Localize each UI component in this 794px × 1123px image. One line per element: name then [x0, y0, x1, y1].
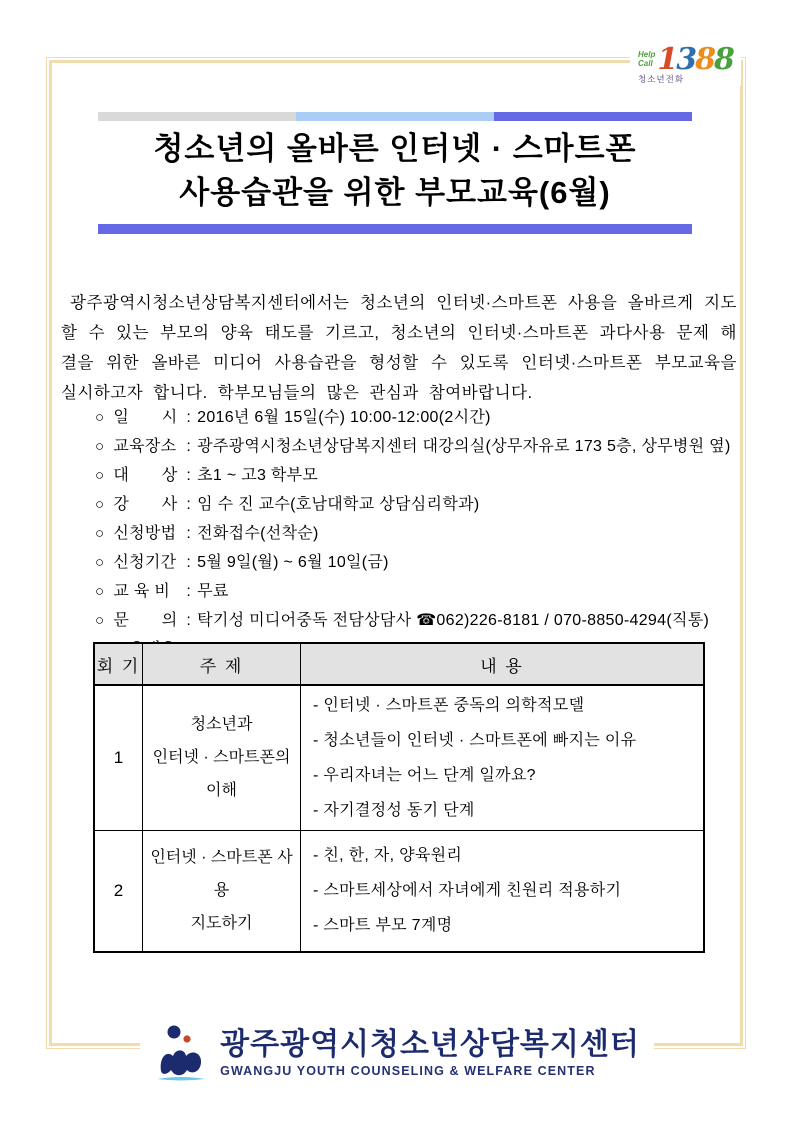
content-cell	[301, 830, 705, 952]
topic-line: 인터넷 · 스마트폰의	[152, 749, 291, 767]
circle-bullet: ○	[95, 525, 105, 542]
bar-segment-gray	[98, 112, 296, 121]
topic-line: 지도하기	[190, 915, 253, 933]
circle-bullet: ○	[95, 583, 105, 600]
logo-1388-caption: 청소년전화	[638, 74, 685, 84]
info-colon: :	[186, 583, 192, 600]
footer-texts	[220, 1028, 640, 1078]
session-cell: 2	[94, 830, 143, 952]
topic-cell	[143, 830, 301, 952]
info-item	[95, 577, 743, 606]
education-content-table	[93, 642, 705, 953]
intro-paragraph: 광주광역시청소년상담복지센터에서는 청소년의 인터넷·스마트폰 사용을 올바르게 지도할 수 있는 부모의 양육 태도를 기르고, 청소년의 인터넷·스마트폰 과다사용 문제 해결을 위한 올바른 미디어 사용습관을 형성할 수 있도록 인터넷·스마트폰 부모교육을 실시하고자 합니다. 학부모님들의 많은 관심과 참여바랍니다.	[61, 293, 737, 402]
logo-digit: 1	[657, 42, 677, 77]
content-line: - 자기결정성 동기 단계	[313, 801, 475, 819]
table-header-row	[94, 643, 704, 685]
info-value: 탁기성 미디어중독 전담상담사 ☎062)226-8181 / 070-8850-4294(직통)	[197, 612, 710, 629]
logo-1388-row	[638, 42, 733, 77]
table-head	[94, 643, 704, 685]
info-colon: :	[186, 438, 192, 455]
info-value: 5월 9일(월) ~ 6월 10일(금)	[197, 554, 389, 571]
bar-segment-lightblue	[296, 112, 494, 121]
info-item	[95, 403, 743, 432]
table-header-cell: 회 기	[94, 643, 143, 685]
table-body	[94, 685, 704, 952]
info-label: 교 육 비	[113, 583, 171, 600]
title-decoration-bar-top	[98, 112, 692, 121]
page-title-line1: 청소년의 올바른 인터넷 · 스마트폰	[153, 131, 637, 166]
circle-bullet: ○	[95, 496, 105, 513]
circle-bullet: ○	[95, 467, 105, 484]
info-item	[95, 606, 743, 635]
content-line: - 인터넷 · 스마트폰 중독의 의학적모델	[313, 696, 585, 714]
info-colon: :	[186, 467, 192, 484]
info-label: 강 사	[113, 496, 178, 513]
page-title-line2: 사용습관을 위한 부모교육(6월)	[179, 175, 611, 210]
info-label: 신청기간	[113, 554, 177, 571]
session-cell: 1	[94, 685, 143, 830]
info-colon: :	[186, 554, 192, 571]
info-item	[95, 461, 743, 490]
info-colon: :	[186, 612, 192, 629]
info-value: 2016년 6월 15일(수) 10:00-12:00(2시간)	[197, 409, 491, 426]
info-value: 초1 ~ 고3 학부모	[197, 467, 319, 484]
info-label: 신청방법	[113, 525, 177, 542]
logo-call-text: Call	[638, 59, 653, 68]
center-logo-mark-icon	[154, 1022, 208, 1084]
info-item	[95, 519, 743, 548]
table-row	[94, 830, 704, 952]
topic-cell	[143, 685, 301, 830]
title-decoration-bar-bottom	[98, 224, 692, 234]
info-label: 일 시	[113, 409, 178, 426]
youth-hotline-1388-logo	[630, 44, 741, 86]
organization-name-korean: 광주광역시청소년상담복지센터	[220, 1028, 640, 1061]
content-line: - 친, 한, 자, 양육원리	[313, 847, 463, 865]
info-item	[95, 548, 743, 577]
logo-1388-digits	[657, 42, 733, 77]
info-label: 대 상	[113, 467, 178, 484]
topic-line: 이해	[206, 782, 237, 800]
bar-segment-purple	[494, 112, 692, 121]
info-label: 문 의	[113, 612, 178, 629]
info-colon: :	[186, 496, 192, 513]
table-header-cell: 내 용	[301, 643, 705, 685]
info-value: 광주광역시청소년상담복지센터 대강의실(상무자유로 173 5층, 상무병원 옆)	[197, 438, 731, 455]
content-line: - 스마트 부모 7계명	[313, 917, 453, 935]
content-line: - 청소년들이 인터넷 · 스마트폰에 빠지는 이유	[313, 731, 637, 749]
logo-help-call-text	[638, 50, 655, 74]
page-title	[98, 127, 692, 215]
info-item	[95, 490, 743, 519]
table-row	[94, 685, 704, 830]
topic-line: 청소년과	[190, 716, 253, 734]
info-list	[95, 403, 743, 664]
footer-logo-box	[140, 1018, 654, 1090]
info-colon: :	[186, 409, 192, 426]
logo-digit: 8	[713, 42, 733, 77]
title-block	[98, 112, 692, 234]
info-label: 교육장소	[113, 438, 177, 455]
info-item	[95, 432, 743, 461]
circle-bullet: ○	[95, 438, 105, 455]
logo-help-text: Help	[638, 50, 656, 59]
circle-bullet: ○	[95, 409, 105, 426]
info-value: 전화접수(선착순)	[197, 525, 319, 542]
content-cell	[301, 685, 705, 830]
organization-name-english: GWANGJU YOUTH COUNSELING & WELFARE CENTER	[220, 1064, 596, 1078]
footer	[0, 1018, 794, 1090]
logo-digit: 8	[695, 42, 714, 77]
content-line: - 우리자녀는 어느 단계 일까요?	[313, 766, 536, 784]
info-value: 무료	[197, 583, 229, 600]
circle-bullet: ○	[95, 612, 105, 629]
table-header-cell: 주 제	[143, 643, 301, 685]
topic-line: 인터넷 · 스마트폰 사용	[150, 849, 293, 900]
info-value: 임 수 진 교수(호남대학교 상담심리학과)	[197, 496, 480, 513]
content-line: - 스마트세상에서 자녀에게 친원리 적용하기	[313, 882, 622, 900]
info-colon: :	[186, 525, 192, 542]
circle-bullet: ○	[95, 554, 105, 571]
logo-digit: 3	[676, 42, 696, 77]
